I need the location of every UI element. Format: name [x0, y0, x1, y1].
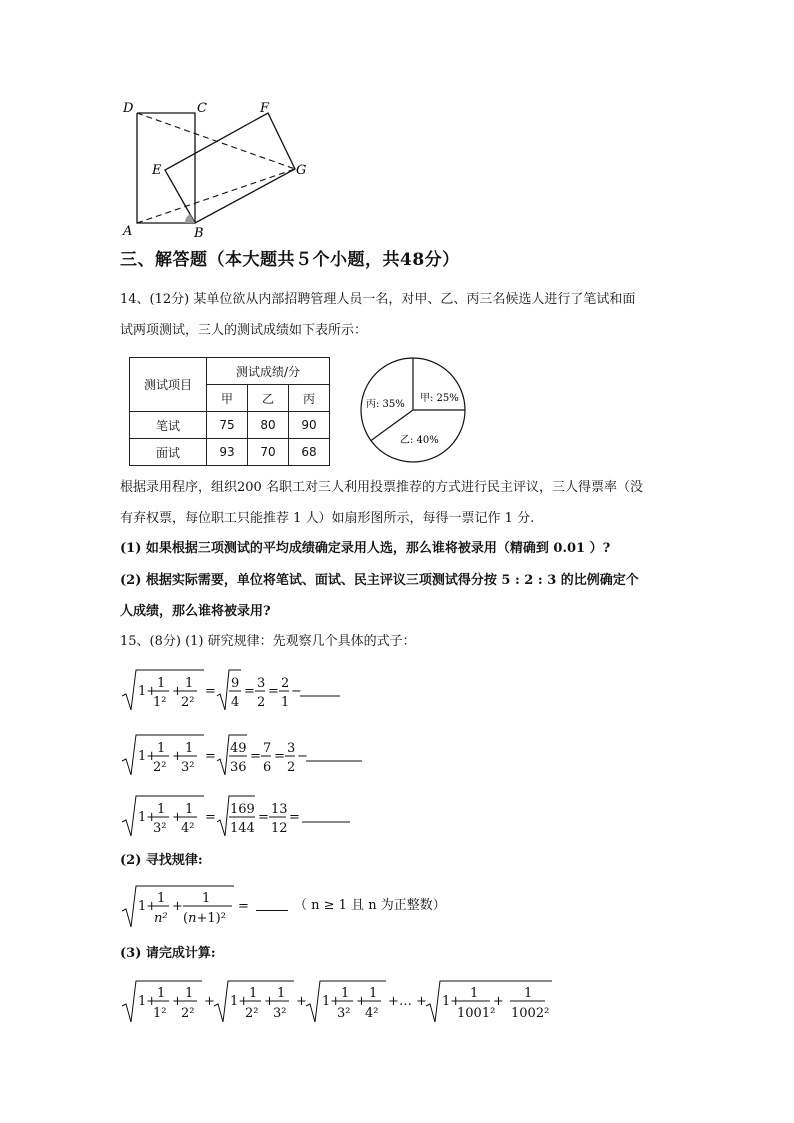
svg-text:−: −	[291, 684, 302, 699]
eq3-sqrt-num: 169	[230, 802, 255, 817]
table-cell: 93	[207, 439, 248, 466]
svg-text:−: −	[297, 749, 308, 764]
svg-text:=: =	[289, 810, 300, 825]
svg-text:1²: 1²	[153, 695, 167, 710]
svg-text:1: 1	[202, 891, 211, 906]
q15-sub3-label: (3) 请完成计算:	[120, 946, 216, 961]
table-col-header: 丙	[289, 385, 330, 412]
table-row	[130, 439, 330, 466]
equation-3	[120, 794, 380, 840]
table-col-header: 甲	[207, 385, 248, 412]
svg-text:=: =	[250, 749, 261, 764]
svg-text:n²: n²	[154, 911, 168, 926]
eq3-f1-num: 13	[271, 802, 288, 817]
svg-text:1+: 1+	[138, 749, 158, 764]
vote-pie-chart	[358, 355, 478, 465]
svg-text:1: 1	[157, 741, 166, 756]
q14-para-line2: 有弃权票，每位职工只能推荐 1 人）如扇形图所示，每得一票记作 1 分.	[120, 511, 535, 526]
eq2-f1-num: 7	[263, 741, 272, 756]
table-cell: 面试	[130, 439, 207, 466]
svg-text:2²: 2²	[181, 1006, 195, 1021]
svg-text:=: =	[274, 749, 285, 764]
table-group-header: 测试成绩/分	[207, 358, 330, 385]
svg-text:+: +	[204, 994, 215, 1009]
svg-text:1002²: 1002²	[511, 1006, 550, 1021]
svg-text:1: 1	[470, 986, 479, 1001]
geometry-figure	[115, 95, 315, 245]
svg-text:1+: 1+	[138, 994, 158, 1009]
label-b: B	[194, 226, 204, 241]
table-cell: 90	[289, 412, 330, 439]
svg-text:1: 1	[249, 986, 258, 1001]
answer-blank	[256, 910, 288, 911]
svg-text:1: 1	[277, 986, 286, 1001]
svg-text:=: =	[244, 684, 255, 699]
svg-text:1: 1	[185, 676, 194, 691]
svg-text:1²: 1²	[153, 1006, 167, 1021]
svg-text:+: +	[172, 749, 183, 764]
svg-text:1001²: 1001²	[457, 1006, 496, 1021]
eq1-f2-num: 2	[281, 676, 290, 691]
table-cell: 68	[289, 439, 330, 466]
q14-sub2-line2: 人成绩，那么谁将被录用?	[120, 604, 271, 619]
svg-text:1: 1	[157, 891, 166, 906]
q15-sub2-condition: （ n ≥ 1 且 n 为正整数）	[294, 898, 446, 913]
svg-text:1: 1	[157, 676, 166, 691]
svg-text:1: 1	[157, 802, 166, 817]
svg-text:1+: 1+	[138, 899, 158, 914]
section-heading: 三、解答题（本大题共５个小题，共48分）	[120, 250, 460, 270]
svg-text:1+: 1+	[322, 994, 342, 1009]
svg-text:=: =	[205, 684, 216, 699]
last-term-b: 1002	[511, 1006, 545, 1021]
table-col-header: 乙	[248, 385, 289, 412]
svg-text:3²: 3²	[181, 760, 195, 775]
eq1-f1-den: 2	[257, 695, 266, 710]
svg-text:+: +	[416, 994, 427, 1009]
q14-para-line1: 根据录用程序，组织200 名职工对三人利用投票推荐的方式进行民主评议，三人得票率（没	[120, 480, 643, 495]
svg-text:1: 1	[341, 986, 350, 1001]
eq1-sqrt-num: 9	[231, 676, 240, 691]
svg-text:1+: 1+	[442, 994, 462, 1009]
svg-text:=: =	[268, 684, 279, 699]
svg-text:+: +	[356, 994, 367, 1009]
dashed-dg	[137, 113, 295, 169]
q14-sub1: (1) 如果根据三项测试的平均成绩确定录用人选，那么谁将被录用（精确到 0.01 ）?	[120, 541, 611, 556]
general-formula	[120, 883, 270, 931]
q14-intro-line2: 试两项测试，三人的测试成绩如下表所示：	[120, 323, 368, 338]
q14-intro-line1: 14、(12分) 某单位欲从内部招聘管理人员一名，对甲、乙、丙三名候选人进行了笔试和面	[120, 292, 636, 307]
svg-text:3²: 3²	[337, 1006, 351, 1021]
sum-ellipsis: …	[399, 994, 412, 1009]
svg-text:2²: 2²	[181, 695, 195, 710]
q15-intro: 15、(8分) (1) 研究规律：先观察几个具体的式子：	[120, 634, 416, 649]
eq3-sqrt-den: 144	[230, 821, 255, 836]
angle-mark	[185, 214, 195, 223]
svg-text:1: 1	[524, 986, 533, 1001]
label-d: D	[123, 101, 134, 116]
eq2-f2-num: 3	[287, 741, 296, 756]
svg-text:4²: 4²	[365, 1006, 379, 1021]
eq3-f1-den: 12	[271, 821, 288, 836]
sum-expression	[120, 978, 560, 1026]
eq1-f1-num: 3	[257, 676, 266, 691]
eq2-sqrt-den: 36	[230, 760, 247, 775]
svg-text:1: 1	[185, 986, 194, 1001]
eq2-f2-den: 2	[287, 760, 296, 775]
svg-text:2²: 2²	[245, 1006, 259, 1021]
equation-2	[120, 733, 380, 779]
table-row-header: 测试项目	[130, 358, 207, 412]
eq1-f2-den: 1	[281, 695, 290, 710]
svg-text:+: +	[172, 684, 183, 699]
equation-1	[120, 668, 380, 714]
label-f: F	[260, 101, 270, 116]
svg-text:2²: 2²	[153, 760, 167, 775]
svg-text:+: +	[172, 899, 183, 914]
svg-text:=: =	[205, 810, 216, 825]
svg-text:1+: 1+	[230, 994, 250, 1009]
pie-label-bing: 丙: 35%	[366, 399, 405, 410]
q15-sub2-label: (2) 寻找规律:	[120, 853, 203, 868]
score-table	[129, 357, 330, 466]
svg-text:=: =	[238, 899, 249, 914]
table-row	[130, 412, 330, 439]
svg-text:3²: 3²	[273, 1006, 287, 1021]
svg-text:1: 1	[185, 741, 194, 756]
svg-text:1: 1	[185, 802, 194, 817]
svg-text:+: +	[493, 994, 504, 1009]
table-cell: 75	[207, 412, 248, 439]
q14-sub2-line1: (2) 根据实际需要，单位将笔试、面试、民主评议三项测试得分按 5 : 2 : 3 的比例确定个	[120, 573, 639, 588]
svg-text:1: 1	[369, 986, 378, 1001]
table-cell: 70	[248, 439, 289, 466]
svg-text:1+: 1+	[138, 810, 158, 825]
table-cell: 80	[248, 412, 289, 439]
svg-text:+: +	[172, 810, 183, 825]
eq2-f1-den: 6	[263, 760, 272, 775]
svg-text:4²: 4²	[181, 821, 195, 836]
svg-text:=: =	[205, 749, 216, 764]
table-cell: 笔试	[130, 412, 207, 439]
svg-text:1: 1	[157, 986, 166, 1001]
svg-text:+: +	[388, 994, 399, 1009]
svg-text:+: +	[172, 994, 183, 1009]
svg-text:1+: 1+	[138, 684, 158, 699]
label-a: A	[123, 224, 133, 239]
label-c: C	[197, 101, 207, 116]
last-term-a: 1001	[457, 1006, 491, 1021]
pie-label-yi: 乙: 40%	[400, 435, 439, 446]
svg-text:3²: 3²	[153, 821, 167, 836]
eq2-sqrt-num: 49	[230, 741, 247, 756]
svg-text:+: +	[296, 994, 307, 1009]
label-e: E	[152, 163, 162, 178]
label-g: G	[296, 163, 307, 178]
svg-text:(n+1)²: (n+1)²	[183, 911, 226, 926]
eq1-sqrt-den: 4	[231, 695, 240, 710]
svg-text:+: +	[264, 994, 275, 1009]
pie-label-jia: 甲: 25%	[420, 393, 459, 404]
svg-text:=: =	[258, 810, 269, 825]
